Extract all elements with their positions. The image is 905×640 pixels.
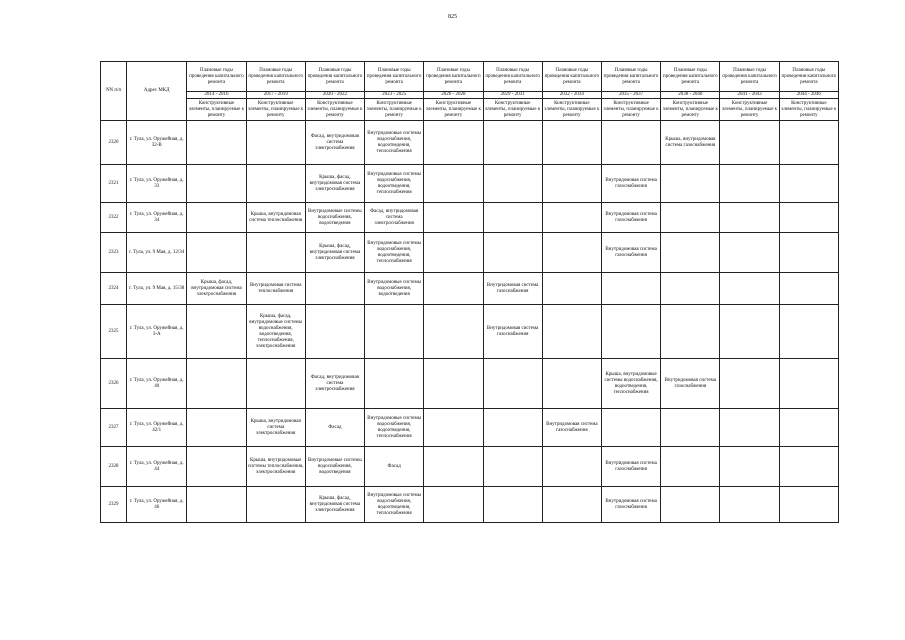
repair-cell: Крыша, фасад, внутридомовая система электроснабжения bbox=[305, 165, 364, 203]
repair-cell bbox=[779, 273, 838, 305]
repair-cell bbox=[779, 409, 838, 447]
repair-cell bbox=[601, 121, 660, 165]
period-years: 2038 - 2040 bbox=[661, 92, 720, 99]
period-years: 2032 - 2034 bbox=[542, 92, 601, 99]
repair-cell bbox=[601, 305, 660, 359]
repair-cell bbox=[187, 233, 246, 273]
repair-cell: Внутридомовая система газоснабжения bbox=[601, 165, 660, 203]
repair-cell bbox=[542, 233, 601, 273]
repair-cell bbox=[246, 487, 305, 523]
repair-cell bbox=[246, 233, 305, 273]
row-number: 2327 bbox=[101, 409, 127, 447]
repair-cell bbox=[779, 121, 838, 165]
repair-cell bbox=[365, 359, 424, 409]
row-address: г. Тула, ул. Оружейная, д. 32-В bbox=[127, 121, 187, 165]
repair-cell bbox=[720, 203, 779, 233]
repair-cell bbox=[661, 273, 720, 305]
repair-cell: Внутридомовые системы водоснабжения, водоотведения bbox=[305, 447, 364, 487]
period-subheader: Конструктивные элементы, планируемые к ремонту bbox=[365, 99, 424, 121]
repair-cell bbox=[779, 165, 838, 203]
repair-cell bbox=[779, 203, 838, 233]
repair-cell bbox=[720, 121, 779, 165]
repair-cell bbox=[483, 359, 542, 409]
repair-cell bbox=[720, 447, 779, 487]
period-years: 2014 - 2016 bbox=[187, 92, 246, 99]
repair-cell bbox=[424, 273, 483, 305]
repair-cell bbox=[187, 409, 246, 447]
period-subheader: Конструктивные элементы, планируемые к ремонту bbox=[483, 99, 542, 121]
period-title: Плановые годы проведения капитального ремонта bbox=[601, 62, 660, 92]
repair-cell: Крыша, фасад, внутридомовые системы водоснабжения, водоотведения, теплоснабжения, электроснабжения bbox=[246, 305, 305, 359]
table-row bbox=[101, 233, 839, 273]
repair-cell bbox=[483, 487, 542, 523]
repair-cell bbox=[424, 165, 483, 203]
nn-header: NN п/п bbox=[101, 62, 127, 121]
period-title: Плановые годы проведения капитального ремонта bbox=[305, 62, 364, 92]
table-row bbox=[101, 487, 839, 523]
page-number: 825 bbox=[448, 14, 457, 20]
repair-cell: Фасад, внутридомовая система электроснабжения bbox=[365, 203, 424, 233]
repair-cell bbox=[305, 305, 364, 359]
row-number: 2329 bbox=[101, 487, 127, 523]
repair-cell: Внутридомовая система газоснабжения bbox=[661, 359, 720, 409]
repair-cell: Крыша, внутридомовые системы водоснабжения, водоотведения, теплоснабжения bbox=[601, 359, 660, 409]
repair-cell bbox=[661, 203, 720, 233]
repair-cell bbox=[720, 233, 779, 273]
period-subheader: Конструктивные элементы, планируемые к ремонту bbox=[542, 99, 601, 121]
repair-cell: Фасад bbox=[365, 447, 424, 487]
repair-cell bbox=[542, 121, 601, 165]
repair-cell bbox=[601, 409, 660, 447]
row-address: г. Тула, ул. Оружейная, д. 44 bbox=[127, 447, 187, 487]
repair-cell bbox=[779, 447, 838, 487]
period-years: 2044 - 2046 bbox=[779, 92, 838, 99]
period-years: 2035 - 2037 bbox=[601, 92, 660, 99]
period-title: Плановые годы проведения капитального ремонта bbox=[661, 62, 720, 92]
repair-cell bbox=[424, 487, 483, 523]
repair-cell: Внутридомовая система газоснабжения bbox=[601, 447, 660, 487]
repair-cell: Фасад bbox=[305, 409, 364, 447]
row-number: 2320 bbox=[101, 121, 127, 165]
repair-cell bbox=[187, 359, 246, 409]
repair-cell bbox=[424, 305, 483, 359]
repair-cell: Внутридомовая система газоснабжения bbox=[483, 273, 542, 305]
address-header: Адрес МКД bbox=[127, 62, 187, 121]
repair-cell bbox=[661, 487, 720, 523]
repair-cell bbox=[720, 165, 779, 203]
repair-cell: Крыша, фасад, внутридомовая система электроснабжения bbox=[305, 233, 364, 273]
repair-cell: Внутридомовые системы водоснабжения, водоотведения, теплоснабжения bbox=[365, 487, 424, 523]
table-row bbox=[101, 203, 839, 233]
capital-repair-table bbox=[100, 61, 839, 523]
period-years: 2023 - 2025 bbox=[365, 92, 424, 99]
repair-cell bbox=[779, 359, 838, 409]
period-subheader: Конструктивные элементы, планируемые к ремонту bbox=[601, 99, 660, 121]
repair-cell bbox=[483, 165, 542, 203]
repair-cell: Крыша, фасад, внутридомовая система электроснабжения bbox=[187, 273, 246, 305]
repair-cell: Внутридомовые системы водоснабжения, водоотведения, теплоснабжения bbox=[365, 409, 424, 447]
row-address: г. Тула, ул. Оружейная, д. 33 bbox=[127, 165, 187, 203]
repair-cell bbox=[187, 487, 246, 523]
repair-cell: Внутридомовые системы водоснабжения, водоотведения bbox=[305, 203, 364, 233]
repair-cell: Внутридомовая система газоснабжения bbox=[601, 487, 660, 523]
table-header bbox=[101, 62, 839, 121]
repair-cell bbox=[720, 273, 779, 305]
period-title: Плановые годы проведения капитального ремонта bbox=[483, 62, 542, 92]
table-row bbox=[101, 273, 839, 305]
repair-cell bbox=[483, 203, 542, 233]
row-number: 2324 bbox=[101, 273, 127, 305]
period-title: Плановые годы проведения капитального ремонта bbox=[187, 62, 246, 92]
repair-cell bbox=[187, 203, 246, 233]
repair-cell bbox=[720, 359, 779, 409]
table-row bbox=[101, 409, 839, 447]
repair-cell bbox=[661, 305, 720, 359]
repair-cell bbox=[305, 273, 364, 305]
repair-cell bbox=[246, 359, 305, 409]
repair-cell bbox=[542, 273, 601, 305]
repair-cell bbox=[187, 121, 246, 165]
row-address: г. Тула, ул. Оружейная, д. 34 bbox=[127, 203, 187, 233]
repair-cell bbox=[542, 487, 601, 523]
repair-cell bbox=[542, 359, 601, 409]
row-address: г. Тула, ул. Оружейная, д. 46 bbox=[127, 487, 187, 523]
repair-cell: Крыша, внутридомовые системы теплоснабжения, электроснабжения bbox=[246, 447, 305, 487]
repair-cell bbox=[779, 487, 838, 523]
repair-cell bbox=[542, 203, 601, 233]
period-years: 2026 - 2028 bbox=[424, 92, 483, 99]
period-years: 2020 - 2022 bbox=[305, 92, 364, 99]
table-row bbox=[101, 447, 839, 487]
repair-cell bbox=[483, 409, 542, 447]
repair-cell bbox=[365, 305, 424, 359]
row-number: 2321 bbox=[101, 165, 127, 203]
repair-cell bbox=[661, 233, 720, 273]
repair-cell: Крыша, внутридомовая система теплоснабжения bbox=[246, 203, 305, 233]
repair-cell bbox=[661, 447, 720, 487]
repair-cell bbox=[542, 305, 601, 359]
table-row bbox=[101, 165, 839, 203]
period-title: Плановые годы проведения капитального ремонта bbox=[542, 62, 601, 92]
repair-cell bbox=[424, 203, 483, 233]
repair-cell bbox=[720, 487, 779, 523]
repair-cell bbox=[779, 233, 838, 273]
period-subheader: Конструктивные элементы, планируемые к ремонту bbox=[424, 99, 483, 121]
table-body bbox=[101, 121, 839, 523]
repair-cell: Фасад, внутридомовая система электроснабжения bbox=[305, 359, 364, 409]
repair-cell bbox=[187, 165, 246, 203]
period-subheader: Конструктивные элементы, планируемые к ремонту bbox=[187, 99, 246, 121]
period-title: Плановые годы проведения капитального ремонта bbox=[424, 62, 483, 92]
repair-cell: Крыша, внутридомовая система газоснабжения bbox=[661, 121, 720, 165]
row-number: 2322 bbox=[101, 203, 127, 233]
repair-cell: Крыша, фасад, внутридомовая система электроснабжения bbox=[305, 487, 364, 523]
repair-cell bbox=[601, 273, 660, 305]
period-subheader: Конструктивные элементы, планируемые к ремонту bbox=[661, 99, 720, 121]
period-subheader: Конструктивные элементы, планируемые к ремонту bbox=[779, 99, 838, 121]
repair-cell: Внутридомовая система газоснабжения bbox=[542, 409, 601, 447]
repair-cell: Внутридомовые системы водоснабжения, водоотведения, теплоснабжения bbox=[365, 165, 424, 203]
repair-cell bbox=[483, 233, 542, 273]
period-subheader: Конструктивные элементы, планируемые к ремонту bbox=[246, 99, 305, 121]
row-address: г. Тула, ул. 9 Мая, д. 15/38 bbox=[127, 273, 187, 305]
row-address: г. Тула, ул. Оружейная, д. 3-А bbox=[127, 305, 187, 359]
repair-cell bbox=[424, 409, 483, 447]
repair-cell bbox=[720, 305, 779, 359]
repair-cell bbox=[483, 121, 542, 165]
repair-cell bbox=[661, 409, 720, 447]
period-title: Плановые годы проведения капитального ремонта bbox=[779, 62, 838, 92]
row-number: 2325 bbox=[101, 305, 127, 359]
repair-cell: Фасад, внутридомовая система электроснабжения bbox=[305, 121, 364, 165]
repair-cell: Внутридомовые системы водоснабжения, водоотведения, теплоснабжения bbox=[365, 121, 424, 165]
repair-cell bbox=[424, 233, 483, 273]
period-years: 2017 - 2019 bbox=[246, 92, 305, 99]
repair-cell: Внутридомовая система газоснабжения bbox=[601, 203, 660, 233]
period-title: Плановые годы проведения капитального ремонта bbox=[720, 62, 779, 92]
period-years: 2029 - 2031 bbox=[483, 92, 542, 99]
repair-cell bbox=[246, 121, 305, 165]
repair-cell: Крыша, внутридомовая система электроснабжения bbox=[246, 409, 305, 447]
table-row bbox=[101, 121, 839, 165]
repair-cell: Внутридомовая система газоснабжения bbox=[483, 305, 542, 359]
repair-cell bbox=[424, 359, 483, 409]
table-row bbox=[101, 305, 839, 359]
period-subheader: Конструктивные элементы, планируемые к ремонту bbox=[305, 99, 364, 121]
period-title: Плановые годы проведения капитального ремонта bbox=[246, 62, 305, 92]
repair-cell bbox=[661, 165, 720, 203]
repair-cell: Внутридомовые системы водоснабжения, водоотведения bbox=[365, 273, 424, 305]
row-number: 2328 bbox=[101, 447, 127, 487]
repair-cell bbox=[424, 447, 483, 487]
row-number: 2323 bbox=[101, 233, 127, 273]
repair-cell bbox=[424, 121, 483, 165]
repair-cell bbox=[720, 409, 779, 447]
repair-cell bbox=[246, 165, 305, 203]
repair-cell bbox=[542, 447, 601, 487]
row-number: 2326 bbox=[101, 359, 127, 409]
repair-cell bbox=[483, 447, 542, 487]
period-subheader: Конструктивные элементы, планируемые к ремонту bbox=[720, 99, 779, 121]
row-address: г. Тула, ул. Оружейная, д. 40 bbox=[127, 359, 187, 409]
table-row bbox=[101, 359, 839, 409]
row-address: г. Тула, ул. 9 Мая, д. 12/34 bbox=[127, 233, 187, 273]
repair-cell: Внутридомовая система теплоснабжения bbox=[246, 273, 305, 305]
period-years: 2041 - 2043 bbox=[720, 92, 779, 99]
repair-cell: Внутридомовая система газоснабжения bbox=[601, 233, 660, 273]
repair-cell bbox=[542, 165, 601, 203]
row-address: г. Тула, ул. Оружейная, д. 42/1 bbox=[127, 409, 187, 447]
period-title: Плановые годы проведения капитального ремонта bbox=[365, 62, 424, 92]
repair-cell: Внутридомовые системы водоснабжения, водоотведения, теплоснабжения bbox=[365, 233, 424, 273]
repair-cell bbox=[779, 305, 838, 359]
repair-cell bbox=[187, 447, 246, 487]
repair-cell bbox=[187, 305, 246, 359]
